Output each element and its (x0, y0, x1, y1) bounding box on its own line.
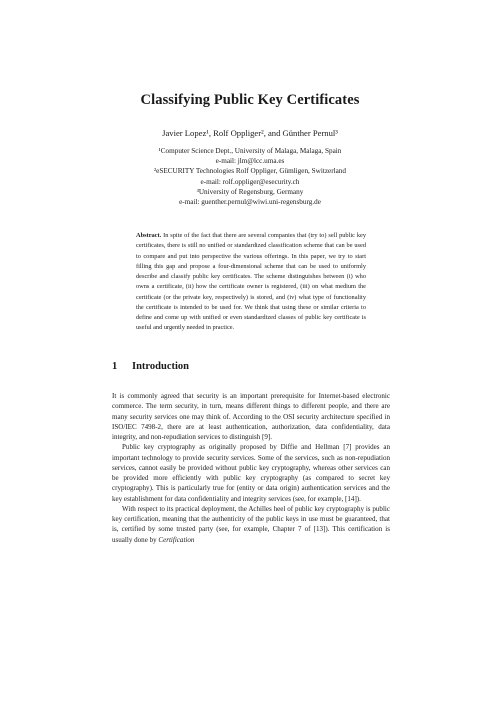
affiliation-line: ²eSECURITY Technologies Rolf Oppliger, Gümligen, Switzerland (153, 167, 346, 176)
paragraph-text: With respect to its practical deployment, the Achilles heel of public key cryptography is public key certification, meaning that the authenticity of the public keys in use must be guaranteed, that is, certified by some trusted party (see, for example, Chapter 7 of [13]). This certification is usually done by (112, 504, 390, 544)
abstract-text: In spite of the fact that there are several companies that (try to) sell public key certificates, there is still no unified or standardized classification scheme that can be used to compare and put into perspective the various offerings. In this paper, we try to start filling this gap and propose a four-dimensional scheme that can be used to uniformly describe and classify public key certificates. The scheme distinguishes between (i) who owns a certificate, (ii) how the certificate owner is registered, (iii) on what medium the certificate (or the private key, respectively) is stored, and (iv) what type of functionality the certificate is intended to be used for. We think that using these or similar criteria to define and come up with unified or even standardized classes of public key certificate is useful and urgently needed in practice. (136, 232, 366, 332)
section-number: 1 (112, 361, 118, 372)
author-list: Javier Lopez¹, Rolf Oppliger², and Günther Pernul³ (162, 128, 338, 138)
abstract-label: Abstract. (136, 232, 162, 239)
affiliation-line: ³University of Regensburg, Germany (196, 187, 304, 196)
body-text (112, 391, 390, 545)
paragraph (112, 504, 390, 545)
affiliation-email: e-mail: guenther.pernul@wiwi.uni-regensburg.de (179, 198, 321, 207)
paragraph: It is commonly agreed that security is an important prerequisite for Internet-based electronic commerce. The term security, in turn, means different things to different people, and there are many security services one may think of. According to the OSI security architecture specified in ISO/IEC 7498-2, there are at least authentication, authorization, data confidentiality, data integrity, and non-repudiation services to distinguish [9]. (112, 392, 390, 441)
section-title: Introduction (132, 361, 189, 372)
affiliation-email: e-mail: rolf.oppliger@esecurity.ch (200, 177, 300, 186)
paragraph-emphasis: Certification (158, 535, 195, 544)
paragraph: Public key cryptography as originally proposed by Diffie and Hellman [7] provides an important technology to provide security services. Some of the services, such as non-repudiation services, cannot easily be provided without public key cryptography, whereas other services can be provided more efficiently with public key cryptography (as compared to secret key cryptography). This is particularly true for (entity or data origin) authentication services and the key establishment for data confidentiality and integrity services (see, for example, [14]). (112, 443, 390, 503)
affiliations (0, 146, 500, 207)
section-heading (112, 361, 392, 372)
abstract (136, 231, 366, 334)
affiliation-email: e-mail: jlm@lcc.uma.es (215, 157, 285, 166)
affiliation-line: ¹Computer Science Dept., University of Malaga, Malaga, Spain (158, 147, 342, 155)
paper-title: Classifying Public Key Certificates (140, 92, 360, 108)
